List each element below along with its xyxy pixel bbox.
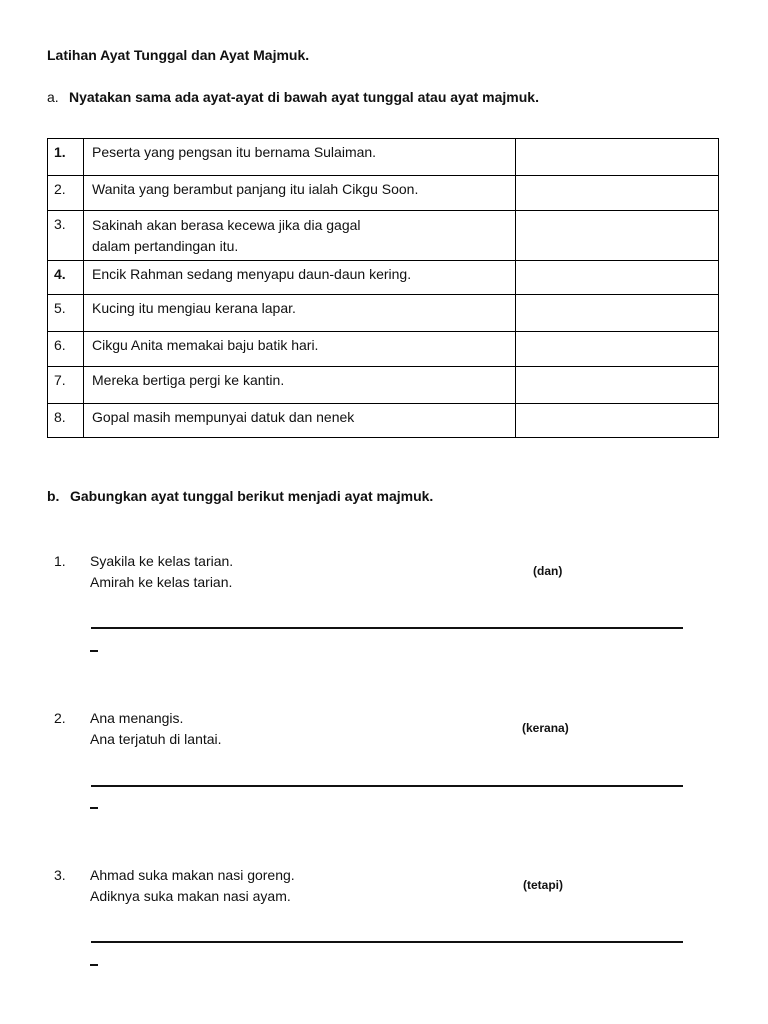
sentence-cell [84, 367, 516, 404]
row-number: 8. [48, 404, 84, 438]
question-number: 3. [54, 867, 66, 883]
sentence-text: Wanita yang berambut panjang itu ialah Cikgu Soon. [92, 181, 419, 197]
table-row [48, 211, 719, 261]
section-b-letter: b. [47, 488, 60, 504]
sentence-text: Sakinah akan berasa kecewa jika dia gagal [92, 217, 361, 233]
question-sentence: Ana menangis. [90, 710, 184, 726]
question-number: 1. [54, 553, 66, 569]
question-sentence: Amirah ke kelas tarian. [90, 574, 233, 590]
question-sentence: Ana terjatuh di lantai. [90, 731, 222, 747]
answer-line-tail [90, 807, 98, 809]
row-number: 3. [48, 211, 84, 261]
sentence-cell [84, 139, 516, 176]
question-sentences [90, 865, 295, 907]
sentence-text: Kucing itu mengiau kerana lapar. [92, 300, 296, 316]
section-a-heading [47, 89, 539, 105]
conjunction-hint: (kerana) [522, 721, 569, 735]
sentence-text: Gopal masih mempunyai datuk dan nenek [92, 409, 355, 425]
question-number: 2. [54, 710, 66, 726]
answer-line[interactable] [91, 627, 683, 629]
answer-cell[interactable] [516, 176, 719, 211]
conjunction-hint: (dan) [533, 564, 563, 578]
table-row [48, 404, 719, 438]
sentence-text: dalam pertandingan itu. [92, 238, 239, 254]
question-sentence: Adiknya suka makan nasi ayam. [90, 888, 291, 904]
answer-cell[interactable] [516, 261, 719, 295]
answer-cell[interactable] [516, 139, 719, 176]
answer-line[interactable] [91, 785, 683, 787]
answer-line[interactable] [91, 941, 683, 943]
table-row [48, 332, 719, 367]
sentence-text: Mereka bertiga pergi ke kantin. [92, 372, 285, 388]
question-sentences [90, 708, 222, 750]
conjunction-hint: (tetapi) [523, 878, 563, 892]
table-row [48, 176, 719, 211]
sentence-text: Cikgu Anita memakai baju batik hari. [92, 337, 319, 353]
section-b-instruction: Gabungkan ayat tunggal berikut menjadi ayat majmuk. [70, 488, 434, 504]
table-row [48, 139, 719, 176]
sentence-cell [84, 211, 516, 261]
section-a-instruction: Nyatakan sama ada ayat-ayat di bawah ayat tunggal atau ayat majmuk. [69, 89, 539, 105]
row-number: 6. [48, 332, 84, 367]
row-number: 2. [48, 176, 84, 211]
sentence-cell [84, 332, 516, 367]
row-number: 5. [48, 295, 84, 332]
worksheet-title: Latihan Ayat Tunggal dan Ayat Majmuk. [47, 47, 310, 63]
question-sentence: Ahmad suka makan nasi goreng. [90, 867, 295, 883]
answer-cell[interactable] [516, 404, 719, 438]
question-sentence: Syakila ke kelas tarian. [90, 553, 234, 569]
table-row [48, 261, 719, 295]
section-a-letter: a. [47, 89, 59, 105]
answer-cell[interactable] [516, 211, 719, 261]
answer-cell[interactable] [516, 295, 719, 332]
answer-line-tail [90, 650, 98, 652]
sentence-classification-table [47, 138, 719, 438]
row-number: 4. [48, 261, 84, 295]
table-row [48, 367, 719, 404]
sentence-cell [84, 404, 516, 438]
sentence-cell [84, 261, 516, 295]
sentence-cell [84, 295, 516, 332]
question-sentences [90, 551, 233, 593]
answer-cell[interactable] [516, 332, 719, 367]
row-number: 1. [48, 139, 84, 176]
table-row [48, 295, 719, 332]
answer-cell[interactable] [516, 367, 719, 404]
section-b-heading [47, 488, 433, 504]
sentence-cell [84, 176, 516, 211]
row-number: 7. [48, 367, 84, 404]
sentence-text: Encik Rahman sedang menyapu daun-daun kering. [92, 266, 412, 282]
sentence-text: Peserta yang pengsan itu bernama Sulaiman. [92, 144, 377, 160]
answer-line-tail [90, 964, 98, 966]
